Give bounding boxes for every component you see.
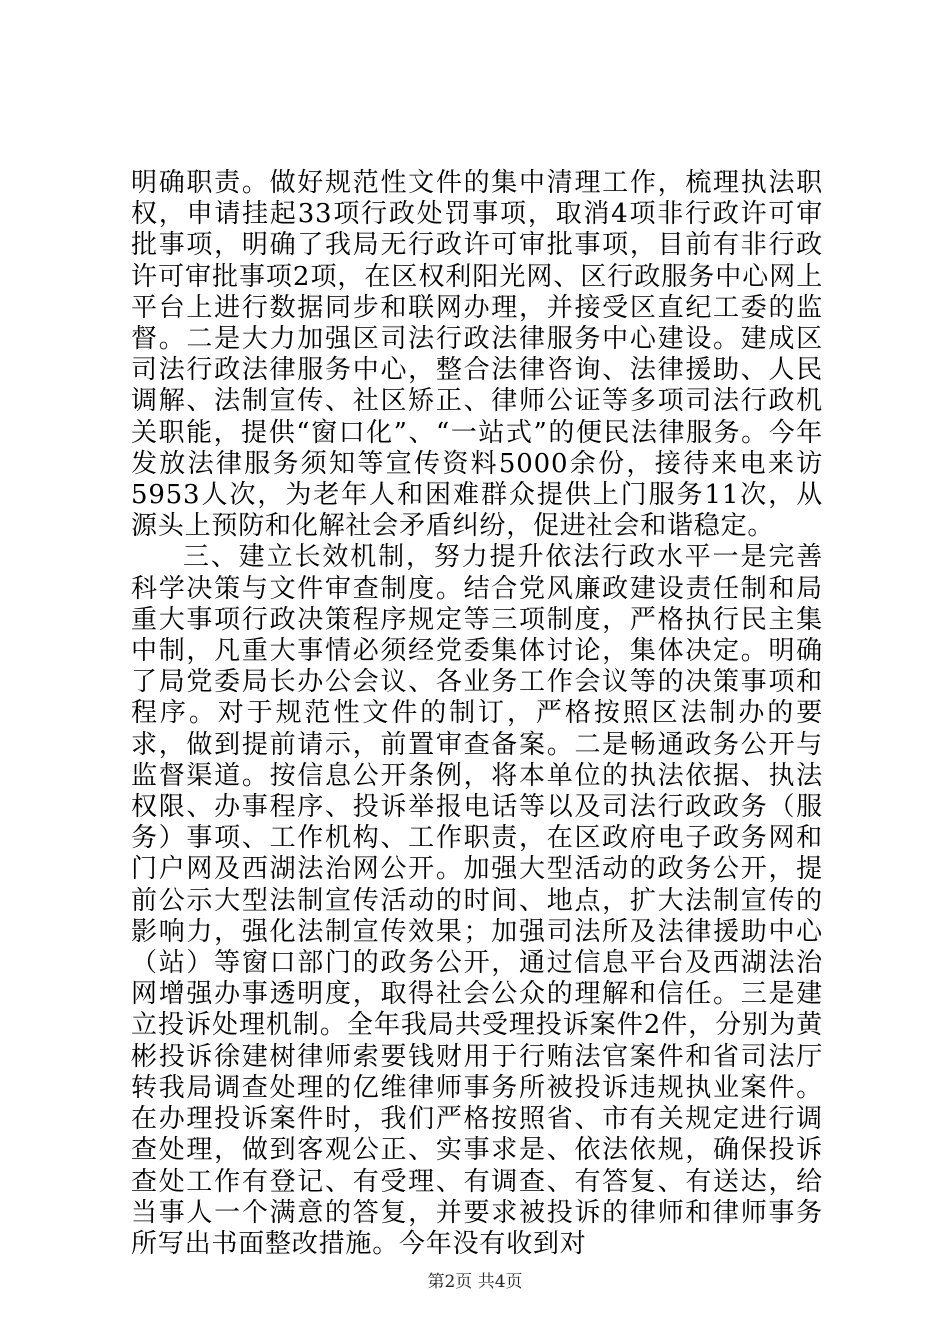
page-footer: 第2页 共4页: [427, 1272, 523, 1292]
body-text: [131, 168, 823, 1260]
paragraph-section-three: 三、建立长效机制，努力提升依法行政水平一是完善科学决策与文件审查制度。结合党风廉政建设责任制和局重大事项行政决策程序规定等三项制度，严格执行民主集中制，凡重大事情必须经党委集体讨论，集体决定。明确了局党委局长办公会议、各业务工作会议等的决策事项和程序。对于规范性文件的制订，严格按照区法制办的要求，做到提前请示，前置审查备案。二是畅通政务公开与监督渠道。按信息公开条例，将本单位的执法依据、执法权限、办事程序、投诉举报电话等以及司法行政政务（服务）事项、工作机构、工作职责，在区政府电子政务网和门户网及西湖法治网公开。加强大型活动的政务公开，提前公示大型法制宣传活动的时间、地点，扩大法制宣传的影响力，强化法制宣传效果；加强司法所及法律援助中心（站）等窗口部门的政务公开，通过信息平台及西湖法治网增强办事透明度，取得社会公众的理解和信任。三是建立投诉处理机制。全年我局共受理投诉案件2件，分别为黄彬投诉徐建树律师索要钱财用于行贿法官案件和省司法厅转我局调查处理的亿维律师事务所被投诉违规执业案件。在办理投诉案件时，我们严格按照省、市有关规定进行调查处理，做到客观公正、实事求是、依法依规，确保投诉查处工作有登记、有受理、有调查、有答复、有送达，给当事人一个满意的答复，并要求被投诉的律师和律师事务所写出书面整改措施。今年没有收到对: [131, 542, 823, 1259]
paragraph-continuation: 明确职责。做好规范性文件的集中清理工作，梳理执法职权，申请挂起33项行政处罚事项，取消4项非行政许可审批事项，明确了我局无行政许可审批事项，目前有非行政许可审批事项2项，在区权利阳光网、区行政服务中心网上平台上进行数据同步和联网办理，并接受区直纪工委的监督。二是大力加强区司法行政法律服务中心建设。建成区司法行政法律服务中心，整合法律咨询、法律援助、人民调解、法制宣传、社区矫正、律师公证等多项司法行政机关职能，提供“窗口化”、“一站式”的便民法律服务。今年发放法律服务须知等宣传资料5000余份，接待来电来访5953人次，为老年人和困难群众提供上门服务11次，从源头上预防和化解社会矛盾纠纷，促进社会和谐稳定。: [131, 168, 823, 542]
